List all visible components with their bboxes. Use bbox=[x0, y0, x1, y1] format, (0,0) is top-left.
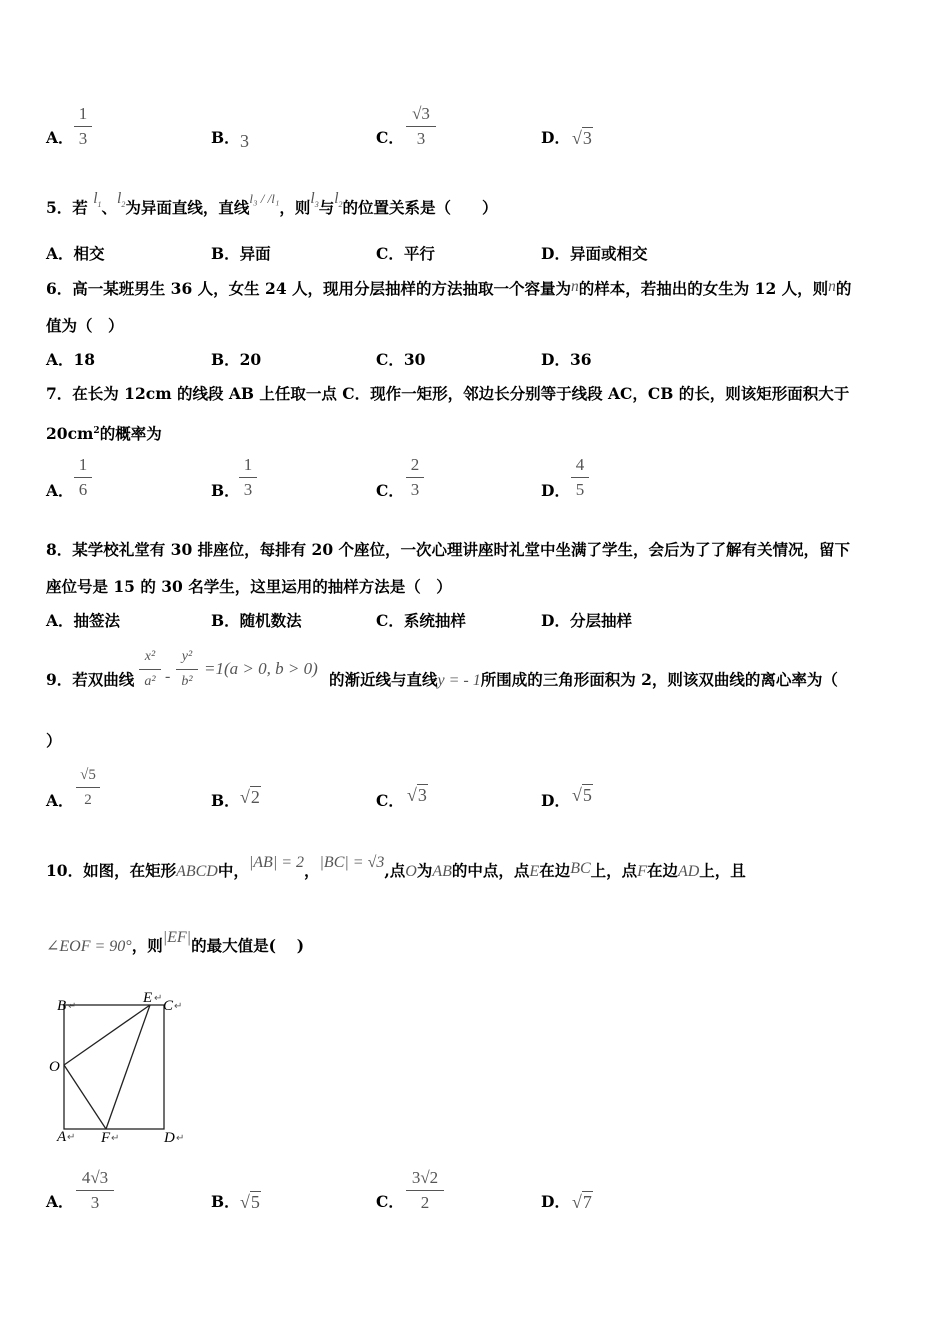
q8-stem-line1: 8．某学校礼堂有 30 排座位，每排有 20 个座位，一次心理讲座时礼堂中坐满了学生，会后为了了解有关情况，留下 bbox=[46, 540, 851, 559]
q4-option-c-fraction: √3 3 bbox=[406, 104, 436, 149]
q9-option-b-label: B． bbox=[211, 791, 240, 810]
rectangle-abcd bbox=[64, 1005, 164, 1129]
point-label-d: D bbox=[164, 1130, 175, 1146]
q5-option-d: D．异面或相交 bbox=[541, 244, 648, 263]
segment-oe bbox=[64, 1005, 150, 1065]
return-mark-a: ↵ bbox=[67, 1132, 76, 1143]
q9-stem-mid: 的渐近线与直线y = - 1所围成的三角形面积为 2，则该双曲线的离心率为（ bbox=[329, 670, 838, 689]
q10-option-d-label: D． bbox=[541, 1192, 570, 1211]
point-label-f: F bbox=[101, 1130, 111, 1146]
q7-option-d-label: D． bbox=[541, 481, 570, 500]
q6-option-c: C．30 bbox=[376, 350, 426, 369]
q8-stem-line2: 座位号是 15 的 30 名学生，这里运用的抽样方法是（ ） bbox=[46, 577, 452, 596]
q4-option-c-label: C． bbox=[376, 128, 404, 147]
q7-option-b-fraction: 1 3 bbox=[239, 455, 257, 500]
q10-rectangle-figure bbox=[40, 985, 200, 1150]
q6-option-a: A．18 bbox=[46, 350, 96, 369]
q10-option-c-label: C． bbox=[376, 1192, 404, 1211]
q7-option-a-fraction: 1 6 bbox=[74, 455, 92, 500]
q9-y-fraction: y² b² bbox=[176, 647, 198, 692]
q10-stem-line2: ∠EOF = 90°，则|EF|的最大值是( ) bbox=[46, 929, 305, 955]
q9-option-c-sqrt: √3 bbox=[407, 785, 427, 805]
q4-option-d-sqrt: √3 bbox=[572, 128, 592, 148]
point-label-c: C bbox=[163, 998, 174, 1014]
q6-stem-line2: 值为（ ） bbox=[46, 316, 124, 335]
segment-ef bbox=[106, 1005, 150, 1129]
q9-option-d-label: D． bbox=[541, 791, 570, 810]
q9-x-fraction: x² a² bbox=[139, 647, 161, 692]
q7-stem-line1: 7．在长为 12cm 的线段 AB 上任取一点 C．现作一矩形，邻边长分别等于线段 AC，CB 的长，则该矩形面积大于 bbox=[46, 384, 850, 403]
q7-option-c-label: C． bbox=[376, 481, 404, 500]
q7-option-b-label: B． bbox=[211, 481, 240, 500]
q8-option-b: B．随机数法 bbox=[211, 611, 302, 630]
q10-option-b-sqrt: √5 bbox=[240, 1192, 260, 1212]
q9-number: 9．若双曲线 bbox=[46, 670, 135, 689]
return-mark-c: ↵ bbox=[174, 1001, 183, 1012]
q8-option-c: C．系统抽样 bbox=[376, 611, 466, 630]
q5-option-c: C．平行 bbox=[376, 244, 435, 263]
point-label-b: B bbox=[57, 998, 67, 1014]
q9-option-b-sqrt: √2 bbox=[240, 787, 260, 807]
q6-option-d: D．36 bbox=[541, 350, 592, 369]
point-label-a: A bbox=[57, 1129, 67, 1145]
q10-option-a-label: A． bbox=[46, 1192, 74, 1211]
return-mark-f: ↵ bbox=[111, 1133, 120, 1144]
q9-option-a-label: A． bbox=[46, 791, 74, 810]
return-mark-e: ↵ bbox=[154, 993, 163, 1004]
q9-minus: - bbox=[165, 668, 171, 685]
return-mark-b: ↵ bbox=[68, 1001, 77, 1012]
q7-option-a-label: A． bbox=[46, 481, 74, 500]
q8-option-a: A．抽签法 bbox=[46, 611, 121, 630]
q10-option-c-fraction: 3√2 2 bbox=[406, 1168, 444, 1213]
q9-equation-tail: =1(a > 0, b > 0) bbox=[204, 659, 318, 678]
q8-option-d: D．分层抽样 bbox=[541, 611, 632, 630]
q7-stem-line2: $20cm^2$的概率为 bbox=[46, 424, 162, 444]
q10-option-a-fraction: 4√3 3 bbox=[76, 1168, 114, 1213]
point-label-o: O bbox=[49, 1059, 60, 1075]
q4-option-a-fraction: 1 3 bbox=[74, 104, 92, 149]
q4-option-a-label: A． bbox=[46, 128, 74, 147]
q6-option-b: B．20 bbox=[211, 350, 262, 369]
return-mark-d: ↵ bbox=[176, 1133, 185, 1144]
q5-stem: 5．若 $l_1$、$l_2$为异面直线，直线$^{l_3 / /l_1}$，则$l_3$与$l_2$的位置关系是（ ） bbox=[46, 190, 498, 217]
q5-option-a: A．相交 bbox=[46, 244, 105, 263]
q10-option-b-label: B． bbox=[211, 1192, 240, 1211]
q5-option-b: B．异面 bbox=[211, 244, 271, 263]
q9-stem-line2: ） bbox=[46, 731, 62, 750]
q7-option-c-fraction: 2 3 bbox=[406, 455, 424, 500]
q10-stem-line1: 10．如图，在矩形ABCD中，|AB| = 2，|BC| = √3,点O为AB的中点，点E在边BC上，点F在边AD上，且 bbox=[46, 854, 746, 880]
q6-stem-line1: 6．高一某班男生 36 人，女生 24 人，现用分层抽样的方法抽取一个容量为n的样本，若抽出的女生为 12 人，则n的 bbox=[46, 278, 852, 298]
q4-option-d-label: D． bbox=[541, 128, 570, 147]
point-label-e: E bbox=[143, 990, 153, 1006]
q7-option-d-fraction: 4 5 bbox=[571, 455, 589, 500]
q9-option-d-sqrt: √5 bbox=[572, 785, 592, 805]
q9-option-a-fraction: √5 2 bbox=[76, 765, 100, 810]
q9-option-c-label: C． bbox=[376, 791, 404, 810]
q10-option-d-sqrt: √7 bbox=[572, 1192, 592, 1212]
q4-option-b-value: 3 bbox=[240, 131, 249, 151]
segment-of bbox=[64, 1065, 106, 1129]
q4-option-b-label: B． bbox=[211, 128, 240, 147]
